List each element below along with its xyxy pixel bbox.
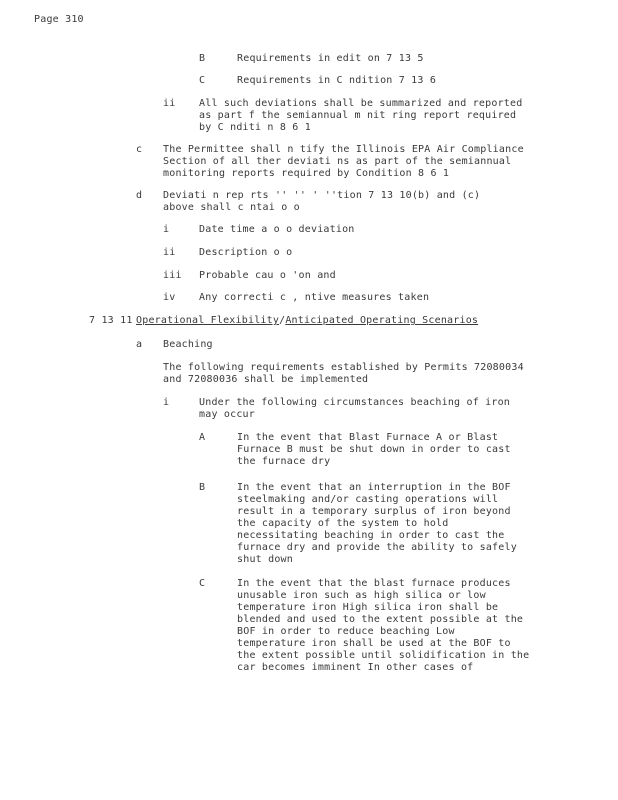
item-text-b: Requirements in edit on 7 13 5 xyxy=(237,53,424,64)
item-label-A: A xyxy=(199,432,206,443)
paragraph-line: Furnace B must be shut down in order to cast xyxy=(237,444,511,455)
sub-item-text: Probable cau o 'on and xyxy=(199,270,336,281)
paragraph-line: may occur xyxy=(199,409,255,420)
item-title: Beaching xyxy=(163,339,213,350)
page-number: Page 310 xyxy=(34,14,84,25)
paragraph-line: temperature iron High silica iron shall be xyxy=(237,602,499,613)
paragraph-line: shut down xyxy=(237,554,293,565)
paragraph-line: steelmaking and/or casting operations will xyxy=(237,494,499,505)
paragraph-line: the furnace dry xyxy=(237,456,331,467)
paragraph-line: by C nditi n 8 6 1 xyxy=(199,122,311,133)
paragraph-line: necessitating beaching in order to cast the xyxy=(237,530,505,541)
item-label-ii: ii xyxy=(163,98,176,109)
paragraph-line: the extent possible until solidification in the xyxy=(237,650,530,661)
section-heading xyxy=(136,315,478,327)
item-label-b: B xyxy=(199,53,206,64)
paragraph-line: In the event that the blast furnace produces xyxy=(237,578,511,589)
paragraph-line: as part f the semiannual m nit ring report required xyxy=(199,110,517,121)
paragraph-line: BOF in order to reduce beaching Low xyxy=(237,626,455,637)
sub-item-label: i xyxy=(163,397,170,408)
sub-item-text: Description o o xyxy=(199,247,293,258)
paragraph-line: monitoring reports required by Condition 8 6 1 xyxy=(163,168,450,179)
paragraph-line: The Permittee shall n tify the Illinois EPA Air Compliance xyxy=(163,144,524,155)
heading-part: Operational Flexibility xyxy=(136,315,280,326)
paragraph-line: All such deviations shall be summarized and reported xyxy=(199,98,523,109)
sub-item-label: ii xyxy=(163,247,176,258)
item-label-C: C xyxy=(199,578,206,589)
section-number: 7 13 11 xyxy=(89,315,133,326)
sub-item-label: iv xyxy=(163,292,176,303)
paragraph-line: In the event that an interruption in the BOF xyxy=(237,482,511,493)
paragraph-line: Section of all ther deviati ns as part of the semiannual xyxy=(163,156,512,167)
paragraph-line: car becomes imminent In other cases of xyxy=(237,662,474,673)
paragraph-line: Under the following circumstances beaching of iron xyxy=(199,397,511,408)
item-label-c: C xyxy=(199,75,206,86)
paragraph-line: the capacity of the system to hold xyxy=(237,518,449,529)
heading-part: Anticipated Operating Scenarios xyxy=(285,315,479,326)
paragraph-line: In the event that Blast Furnace A or Blast xyxy=(237,432,499,443)
paragraph-line: furnace dry and provide the ability to safely xyxy=(237,542,517,553)
paragraph-line: and 72080036 shall be implemented xyxy=(163,374,369,385)
item-label-c: c xyxy=(136,144,143,155)
paragraph-line: blended and used to the extent possible at the xyxy=(237,614,524,625)
item-label-a: a xyxy=(136,339,143,350)
paragraph-line: The following requirements established by Permits 72080034 xyxy=(163,362,524,373)
paragraph-line: temperature iron shall be used at the BOF to xyxy=(237,638,511,649)
sub-item-text: Any correcti c , ntive measures taken xyxy=(199,292,430,303)
sub-item-text: Date time a o o deviation xyxy=(199,224,355,235)
item-label-d: d xyxy=(136,190,143,201)
item-label-B: B xyxy=(199,482,206,493)
sub-item-label: i xyxy=(163,224,170,235)
paragraph-line: Deviati n rep rts '' '' ' ''tion 7 13 10(b) and (c) xyxy=(163,190,481,201)
paragraph-line: result in a temporary surplus of iron beyond xyxy=(237,506,511,517)
sub-item-label: iii xyxy=(163,270,182,281)
paragraph-line: unusable iron such as high silica or low xyxy=(237,590,486,601)
heading-separator: / xyxy=(279,315,286,326)
item-text-c: Requirements in C ndition 7 13 6 xyxy=(237,75,437,86)
paragraph-line: above shall c ntai o o xyxy=(163,202,300,213)
